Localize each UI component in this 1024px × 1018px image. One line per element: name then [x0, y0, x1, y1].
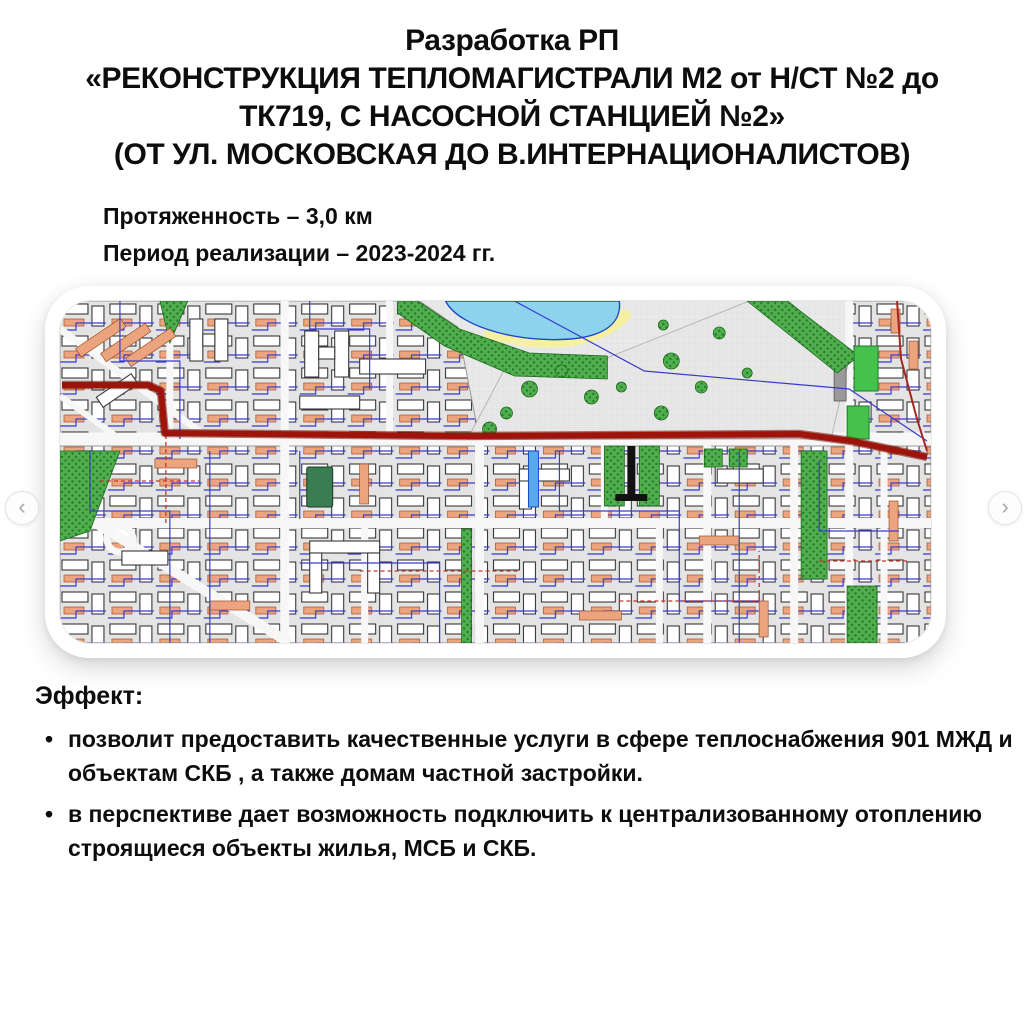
title-line-2: «РЕКОНСТРУКЦИЯ ТЕПЛОМАГИСТРАЛИ М2 от Н/СТ №2 до ТК719, С НАСОСНОЙ СТАНЦИЕЙ №2» — [85, 62, 939, 133]
slide-title — [0, 22, 1024, 174]
title-line-3: (ОТ УЛ. МОСКОВСКАЯ ДО В.ИНТЕРНАЦИОНАЛИСТОВ) — [113, 138, 911, 171]
map-card — [45, 286, 946, 658]
effect-item: • в перспективе дает возможность подключить к централизованному отоплению строящиеся объекты жилья, МСБ и СКБ. — [35, 797, 1014, 865]
route-map — [59, 300, 932, 644]
effect-item: • позволит предоставить качественные услуги в сфере теплоснабжения 901 МЖД и объектам СКБ , а также домам частной застройки. — [35, 722, 1014, 790]
effects-heading: Эффект: — [35, 682, 144, 710]
canal — [528, 451, 538, 507]
project-facts — [103, 198, 495, 272]
chevron-right-icon: › — [1001, 494, 1009, 519]
effects-list — [35, 722, 1014, 865]
carousel-next-button[interactable] — [988, 491, 1022, 525]
effects-section — [35, 681, 1014, 872]
title-line-1: Разработка РП — [405, 24, 619, 57]
fact-length: Протяженность – 3,0 км — [103, 203, 373, 229]
carousel-prev-button[interactable] — [5, 491, 39, 525]
chevron-left-icon: ‹ — [18, 494, 26, 519]
route-map-image — [60, 301, 931, 643]
fact-period: Период реализации – 2023-2024 гг. — [103, 240, 496, 266]
dark-green-structure — [307, 467, 333, 507]
